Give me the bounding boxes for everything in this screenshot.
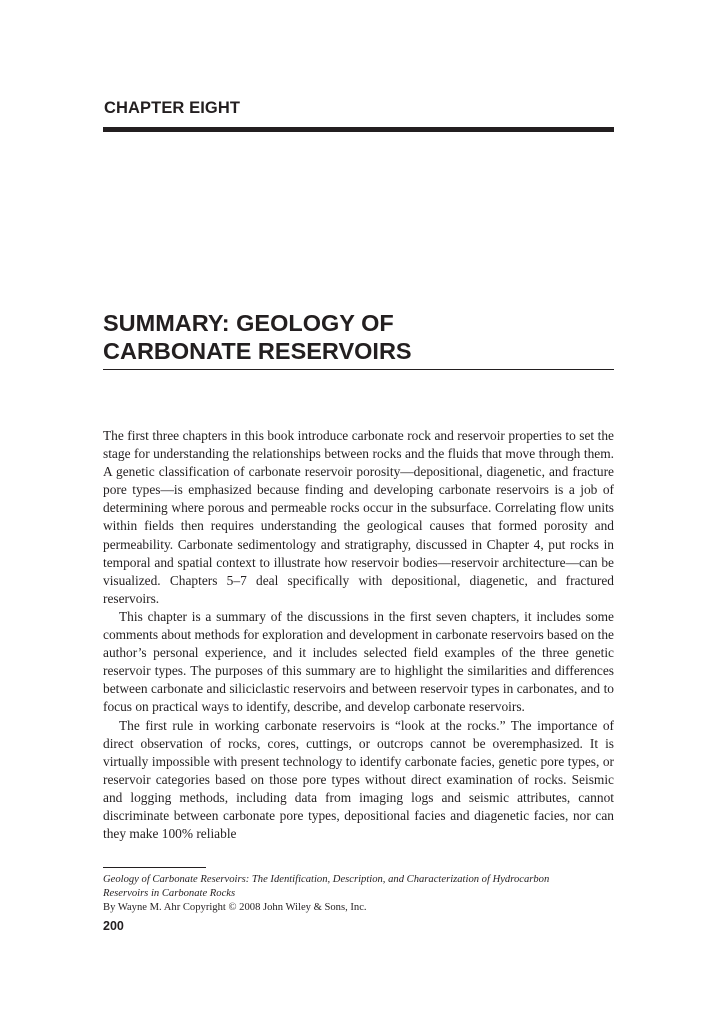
- paragraph: This chapter is a summary of the discussions in the first seven chapters, it includes some comments about methods for exploration and development in carbonate reservoirs based on the author’s personal experience, and it includes selected field examples of the three genetic reservoir types. The purposes of this summary are to highlight the similarities and differences between carbonate and siliciclastic reservoirs and between reservoir types in carbonates, and to focus on practical ways to identify, describe, and develop carbonate reservoirs.: [103, 608, 614, 715]
- footnote-book-title-line-1: Geology of Carbonate Reservoirs: The Identification, Description, and Characterization of Hydrocarbon: [103, 874, 550, 885]
- footnote-book-title-line-2: Reservoirs in Carbonate Rocks: [103, 888, 236, 899]
- chapter-label: CHAPTER EIGHT: [104, 99, 241, 117]
- paragraph: The first three chapters in this book introduce carbonate rock and reservoir properties to set the stage for understanding the relationships between rocks and the fluids that move through them. A genetic classification of carbonate reservoir porosity—depositional, diagenetic, and fracture pore types—is emphasized because finding and developing carbonate reservoirs is a job of determining where porous and permeable rocks occur in the subsurface. Correlating flow units within fields then requires understanding the geological causes that formed porosity and permeability. Carbonate sedimentology and stratigraphy, discussed in Chapter 4, put rocks in temporal and spatial context to illustrate how reservoir bodies—reservoir architecture—can be visualized. Chapters 5–7 deal specifically with depositional, diagenetic, and fractured reservoirs.: [103, 428, 614, 606]
- page-number: 200: [103, 919, 124, 933]
- body-text: [103, 427, 614, 843]
- chapter-title-line-1: SUMMARY: GEOLOGY OF: [103, 310, 394, 336]
- paragraph: The first rule in working carbonate reservoirs is “look at the rocks.” The importance of direct observation of rocks, cores, cuttings, or outcrops cannot be overemphasized. It is virtually impossible with present technology to identify carbonate facies, genetic pore types, or reservoir categories based on those pore types without direct examination of rocks. Seismic and logging methods, including data from imaging logs and seismic attributes, cannot discriminate between carbonate pore types, depositional facies and diagenetic facies, nor can they make 100% reliable: [103, 717, 614, 842]
- footnote: [103, 873, 628, 915]
- footnote-byline: By Wayne M. Ahr Copyright © 2008 John Wiley & Sons, Inc.: [103, 902, 367, 913]
- chapter-divider-rule: [103, 127, 614, 132]
- chapter-title: [103, 309, 412, 365]
- footnote-rule: [103, 867, 206, 868]
- title-divider-rule: [103, 369, 614, 370]
- chapter-title-line-2: CARBONATE RESERVOIRS: [103, 338, 412, 364]
